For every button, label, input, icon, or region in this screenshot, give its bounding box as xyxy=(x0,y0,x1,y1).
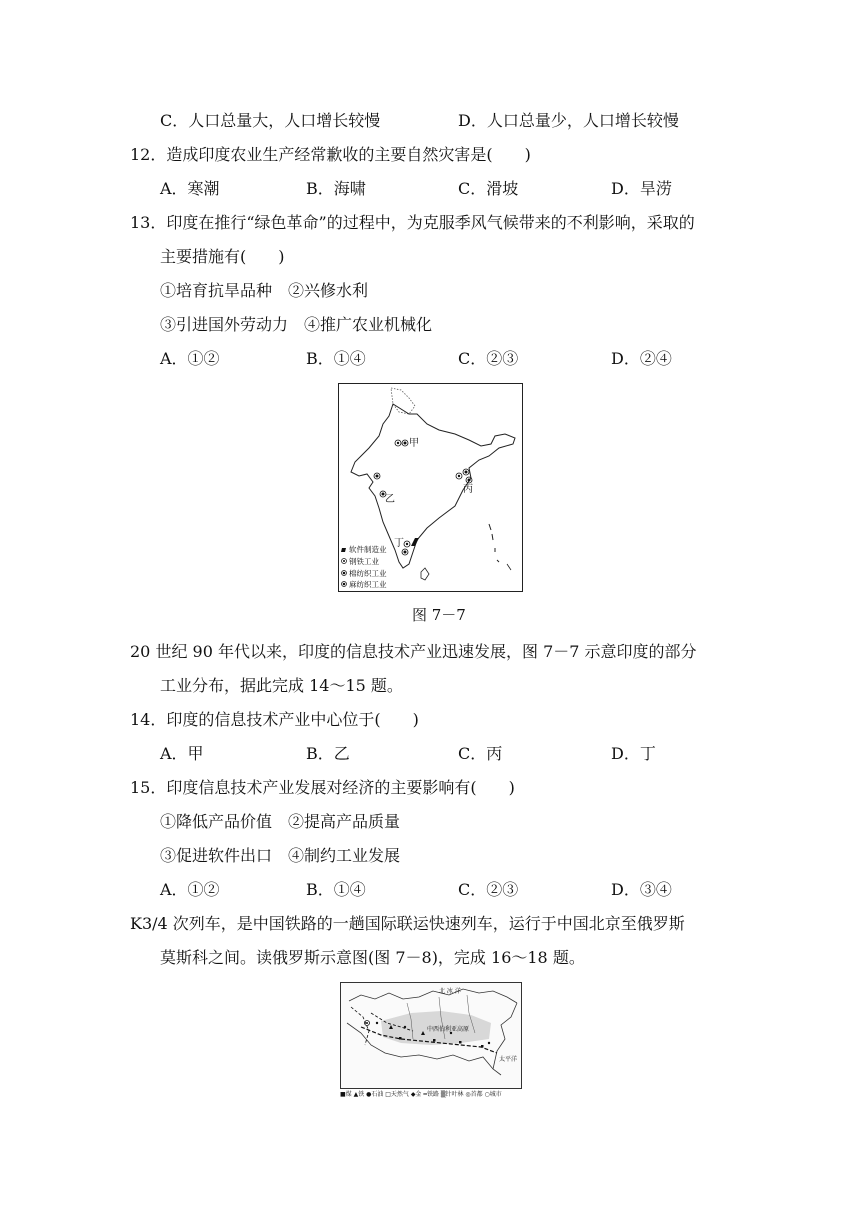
intro-14-15-cont: 工业分布，据此完成 14～15 题。 xyxy=(160,676,403,695)
q13-items-1: ①培育抗旱品种 ②兴修水利 xyxy=(160,281,369,300)
svg-text:钢铁工业: 钢铁工业 xyxy=(349,557,379,566)
q12-option-a: A．寒潮 xyxy=(160,179,220,198)
q12-option-d: D．旱涝 xyxy=(611,179,672,198)
question-13-stem-cont: 主要措施有( ) xyxy=(160,247,285,266)
q15-option-c: C．②③ xyxy=(458,880,519,899)
intro-14-15: 20 世纪 90 年代以来，印度的信息技术产业迅速发展，图 7－7 示意印度的部分 xyxy=(130,642,697,661)
q14-option-d: D．丁 xyxy=(611,744,656,763)
svg-text:棉纺织工业: 棉纺织工业 xyxy=(349,569,387,578)
question-12-stem: 12．造成印度农业生产经常歉收的主要自然灾害是( ) xyxy=(130,145,531,164)
figure-7-7-caption: 图 7－7 xyxy=(412,606,466,624)
question-14-stem: 14．印度的信息技术产业中心位于( ) xyxy=(130,710,419,729)
q15-items-1: ①降低产品价值 ②提高产品质量 xyxy=(160,812,401,831)
q15-option-d: D．③④ xyxy=(611,880,672,899)
q14-option-c: C．丙 xyxy=(458,744,503,763)
question-15-stem: 15．印度信息技术产业发展对经济的主要影响有( ) xyxy=(130,778,515,797)
q14-option-b: B．乙 xyxy=(306,744,350,763)
india-outline xyxy=(351,404,515,568)
sri-lanka xyxy=(421,568,429,580)
andaman-islands xyxy=(489,524,499,562)
option-c: C．人口总量大，人口增长较慢 xyxy=(160,111,381,130)
svg-text:麻纺织工业: 麻纺织工业 xyxy=(349,580,387,589)
label-central-siberian-plateau: 中西伯利亚高原 xyxy=(427,1026,470,1033)
q12-option-c: C．滑坡 xyxy=(458,179,519,198)
q13-option-b: B．①④ xyxy=(306,349,366,368)
q13-option-d: D．②④ xyxy=(611,349,672,368)
figure-7-8-russia-map xyxy=(340,982,522,1089)
svg-text:软件制造业: 软件制造业 xyxy=(349,545,387,554)
q13-items-2: ③引进国外劳动力 ④推广农业机械化 xyxy=(160,315,433,334)
software-icon xyxy=(341,548,346,552)
q13-option-a: A．①② xyxy=(160,349,220,368)
label-pacific-ocean: 太平洋 xyxy=(499,1056,518,1063)
map-legend xyxy=(341,544,387,589)
label-yi: 乙 xyxy=(385,494,395,505)
figure-7-8-legend: ■煤 ▲铁 ●石油 □天然气 ◆金 ━铁路 ▒针叶林 ◎首都 ○城市 xyxy=(340,1091,502,1098)
question-13-stem: 13．印度在推行“绿色革命”的过程中，为克服季风气候带来的不利影响，采取的 xyxy=(130,213,695,232)
q12-option-b: B．海啸 xyxy=(306,179,366,198)
q13-option-c: C．②③ xyxy=(458,349,519,368)
intro-16-18-cont: 莫斯科之间。读俄罗斯示意图(图 7－8)，完成 16～18 题。 xyxy=(160,948,585,967)
figure-7-7-india-map xyxy=(338,383,523,592)
intro-16-18: K3/4 次列车，是中国铁路的一趟国际联运快速列车，运行于中国北京至俄罗斯 xyxy=(130,914,685,933)
option-d: D．人口总量少，人口增长较慢 xyxy=(458,111,679,130)
label-jia: 甲 xyxy=(409,438,419,449)
q14-option-a: A．甲 xyxy=(160,744,204,763)
software-icon xyxy=(411,538,419,546)
q15-option-a: A．①② xyxy=(160,880,220,899)
label-arctic-ocean: 北 冰 洋 xyxy=(439,988,461,995)
label-ding: 丁 xyxy=(394,538,404,549)
label-bing: 丙 xyxy=(463,484,473,495)
q15-option-b: B．①④ xyxy=(306,880,366,899)
q15-items-2: ③促进软件出口 ④制约工业发展 xyxy=(160,846,401,865)
